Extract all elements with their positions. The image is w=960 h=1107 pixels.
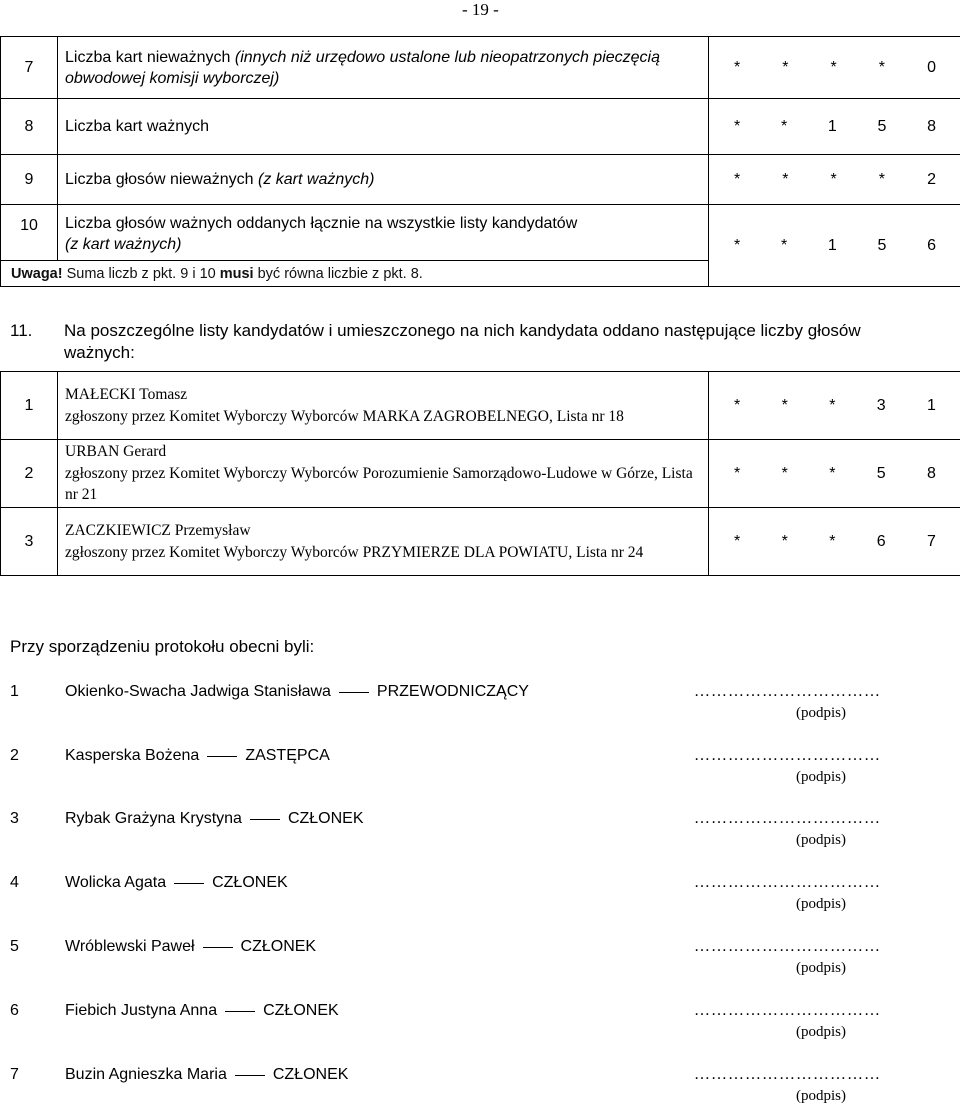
row-digits: * * * * 2 (709, 155, 960, 205)
candidate-info: MAŁECKI Tomasz zgłoszony przez Komitet Wyborczy Wyborców MARKA ZAGROBELNEGO, Lista nr 18 (58, 372, 709, 440)
dash-separator (207, 756, 237, 757)
signature-line: …………………………… (694, 1066, 881, 1083)
table-row (1, 37, 960, 99)
dash-separator (235, 1075, 265, 1076)
member-name: Rybak Grażyna Krystyna CZŁONEK (65, 810, 364, 827)
signature-line: …………………………… (694, 683, 881, 700)
signature-label: (podpis) (796, 832, 846, 848)
candidate-number: 3 (1, 508, 58, 576)
signature-line: …………………………… (694, 874, 881, 891)
signature-line: …………………………… (694, 938, 881, 955)
signature-label: (podpis) (796, 769, 846, 785)
signature-line: …………………………… (694, 747, 881, 764)
row-label: Liczba głosów nieważnych (z kart ważnych) (58, 155, 709, 205)
candidate-info: URBAN Gerard zgłoszony przez Komitet Wyborczy Wyborców Porozumienie Samorządowo-Ludowe w Górze, Lista nr 21 (58, 440, 709, 508)
table-row (1, 99, 960, 155)
table-row (1, 155, 960, 205)
row-digits: * * 1 5 6 (709, 205, 960, 287)
signature-label: (podpis) (796, 896, 846, 912)
dash-separator (203, 947, 233, 948)
member-row (0, 683, 960, 723)
member-number: 4 (10, 874, 19, 891)
table-row (1, 205, 960, 261)
member-row (0, 747, 960, 787)
table-row (1, 440, 960, 508)
section-11-heading: 11. Na poszczególne listy kandydatów i umieszczonego na nich kandydata oddano następujące liczby głosów ważnych: (10, 321, 861, 362)
member-number: 5 (10, 938, 19, 955)
results-table (0, 36, 960, 287)
present-title: Przy sporządzeniu protokołu obecni byli: (10, 637, 315, 656)
warning-note: Uwaga! Suma liczb z pkt. 9 i 10 musi być równa liczbie z pkt. 8. (1, 261, 709, 287)
row-number: 7 (1, 37, 58, 99)
row-label: Liczba kart nieważnych (innych niż urzędowo ustalone lub nieopatrzonych pieczęcią obwodowej komisji wyborczej) (58, 37, 709, 99)
dash-separator (250, 819, 280, 820)
signature-line: …………………………… (694, 1002, 881, 1019)
dash-separator (339, 692, 369, 693)
candidate-number: 2 (1, 440, 58, 508)
member-name: Fiebich Justyna Anna CZŁONEK (65, 1002, 339, 1019)
candidate-votes: * * * 5 8 (709, 440, 960, 508)
member-row (0, 1066, 960, 1106)
candidate-votes: * * * 3 1 (709, 372, 960, 440)
member-name: Wolicka Agata CZŁONEK (65, 874, 288, 891)
signature-label: (podpis) (796, 705, 846, 721)
candidate-votes: * * * 6 7 (709, 508, 960, 576)
member-number: 6 (10, 1002, 19, 1019)
row-label: Liczba kart ważnych (58, 99, 709, 155)
member-number: 2 (10, 747, 19, 764)
signature-line: …………………………… (694, 810, 881, 827)
row-number: 9 (1, 155, 58, 205)
member-name: Buzin Agnieszka Maria CZŁONEK (65, 1066, 349, 1083)
member-name: Wróblewski Paweł CZŁONEK (65, 938, 317, 955)
row-digits: * * * * 0 (709, 37, 960, 99)
row-number: 8 (1, 99, 58, 155)
member-number: 1 (10, 683, 19, 700)
dash-separator (174, 883, 204, 884)
member-row (0, 874, 960, 914)
member-name: Kasperska Bożena ZASTĘPCA (65, 747, 330, 764)
row-label: Liczba głosów ważnych oddanych łącznie na wszystkie listy kandydatów (z kart ważnych) (58, 205, 709, 261)
row-number: 10 (1, 205, 58, 261)
candidate-info: ZACZKIEWICZ Przemysław zgłoszony przez Komitet Wyborczy Wyborców PRZYMIERZE DLA POWIATU, Lista nr 24 (58, 508, 709, 576)
member-number: 7 (10, 1066, 19, 1083)
member-row (0, 810, 960, 850)
signature-label: (podpis) (796, 960, 846, 976)
page-number: - 19 - (462, 0, 499, 19)
candidates-table (0, 371, 960, 576)
dash-separator (225, 1011, 255, 1012)
member-row (0, 1002, 960, 1042)
member-name: Okienko-Swacha Jadwiga Stanisława PRZEWODNICZĄCY (65, 683, 529, 700)
member-number: 3 (10, 810, 19, 827)
member-row (0, 938, 960, 978)
candidate-number: 1 (1, 372, 58, 440)
signature-label: (podpis) (796, 1024, 846, 1040)
signature-label: (podpis) (796, 1088, 846, 1104)
row-digits: * * 1 5 8 (709, 99, 960, 155)
table-row (1, 372, 960, 440)
table-row (1, 508, 960, 576)
